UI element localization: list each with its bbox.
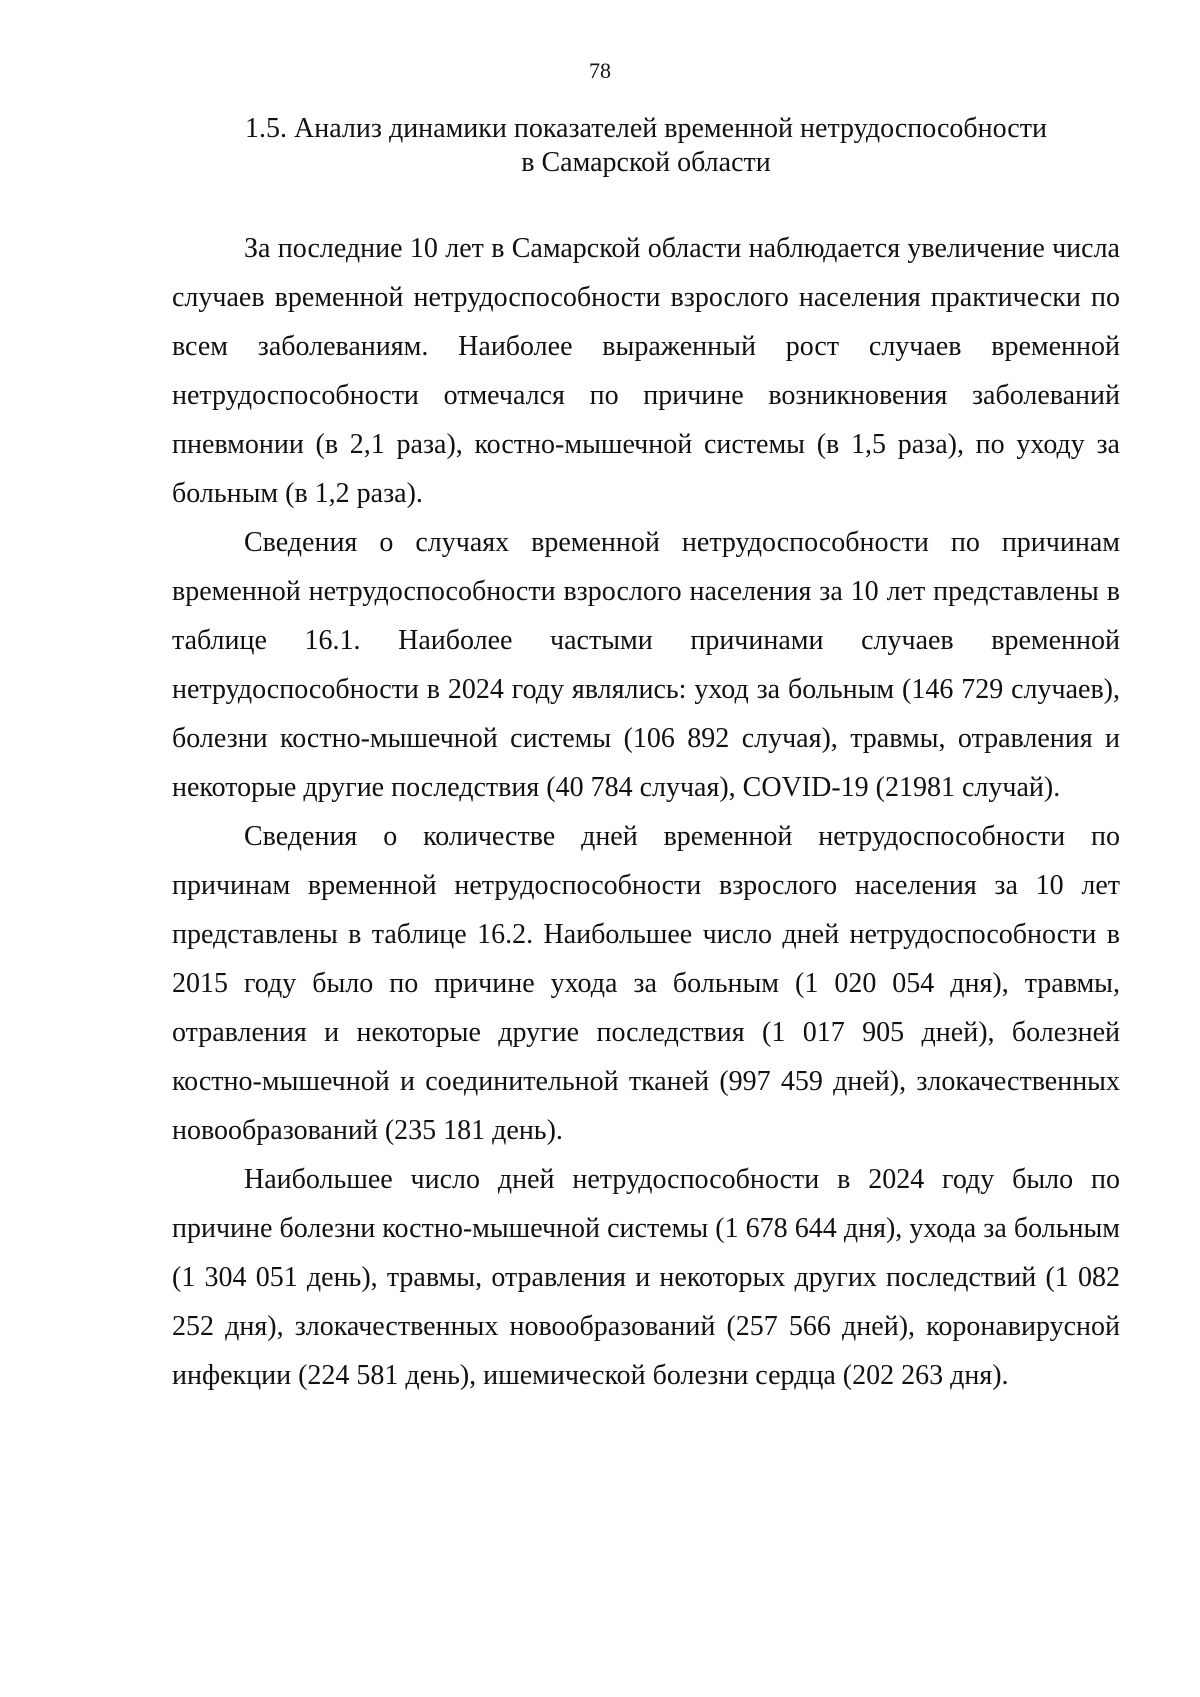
body-text <box>172 224 1120 1400</box>
paragraph-trend-overview: За последние 10 лет в Самарской области наблюдается увеличение числа случаев временной нетрудоспособности взрослого населения практически по всем заболеваниям. Наиболее выраженный рост случаев временной нетрудоспособности отмечался по причине возникновения заболеваний пневмонии (в 2,1 раза), костно-мышечной системы (в 1,5 раза), по уходу за больным (в 1,2 раза). <box>172 233 1120 509</box>
paragraph-cases-table-16-1: Сведения о случаях временной нетрудоспособности по причинам временной нетрудоспособности взрослого населения за 10 лет представлены в таблице 16.1. Наиболее частыми причинами случаев временной нетрудоспособности в 2024 году являлись: уход за больным (146 729 случаев), болезни костно-мышечной системы (106 892 случая), травмы, отравления и некоторые другие последствия (40 784 случая), COVID-19 (21981 случай). <box>172 527 1120 803</box>
section-heading-line-2: в Самарской области <box>521 147 771 178</box>
page-number: 78 <box>589 58 611 83</box>
section-heading-line-1: 1.5. Анализ динамики показателей временной нетрудоспособности <box>245 113 1047 144</box>
paragraph-days-table-16-2: Сведения о количестве дней временной нетрудоспособности по причинам временной нетрудоспособности взрослого населения за 10 лет представлены в таблице 16.2. Наибольшее число дней нетрудоспособности в 2015 году было по причине ухода за больным (1 020 054 дня), травмы, отравления и некоторые другие последствия (1 017 905 дней), болезней костно-мышечной и соединительной тканей (997 459 дней), злокачественных новообразований (235 181 день). <box>172 821 1120 1146</box>
paragraph-days-2024: Наибольшее число дней нетрудоспособности в 2024 году было по причине болезни костно-мышечной системы (1 678 644 дня), ухода за больным (1 304 051 день), травмы, отравления и некоторых других последствий (1 082 252 дня), злокачественных новообразований (257 566 дней), коронавирусной инфекции (224 581 день), ишемической болезни сердца (202 263 дня). <box>172 1164 1120 1391</box>
section-heading <box>172 112 1120 180</box>
